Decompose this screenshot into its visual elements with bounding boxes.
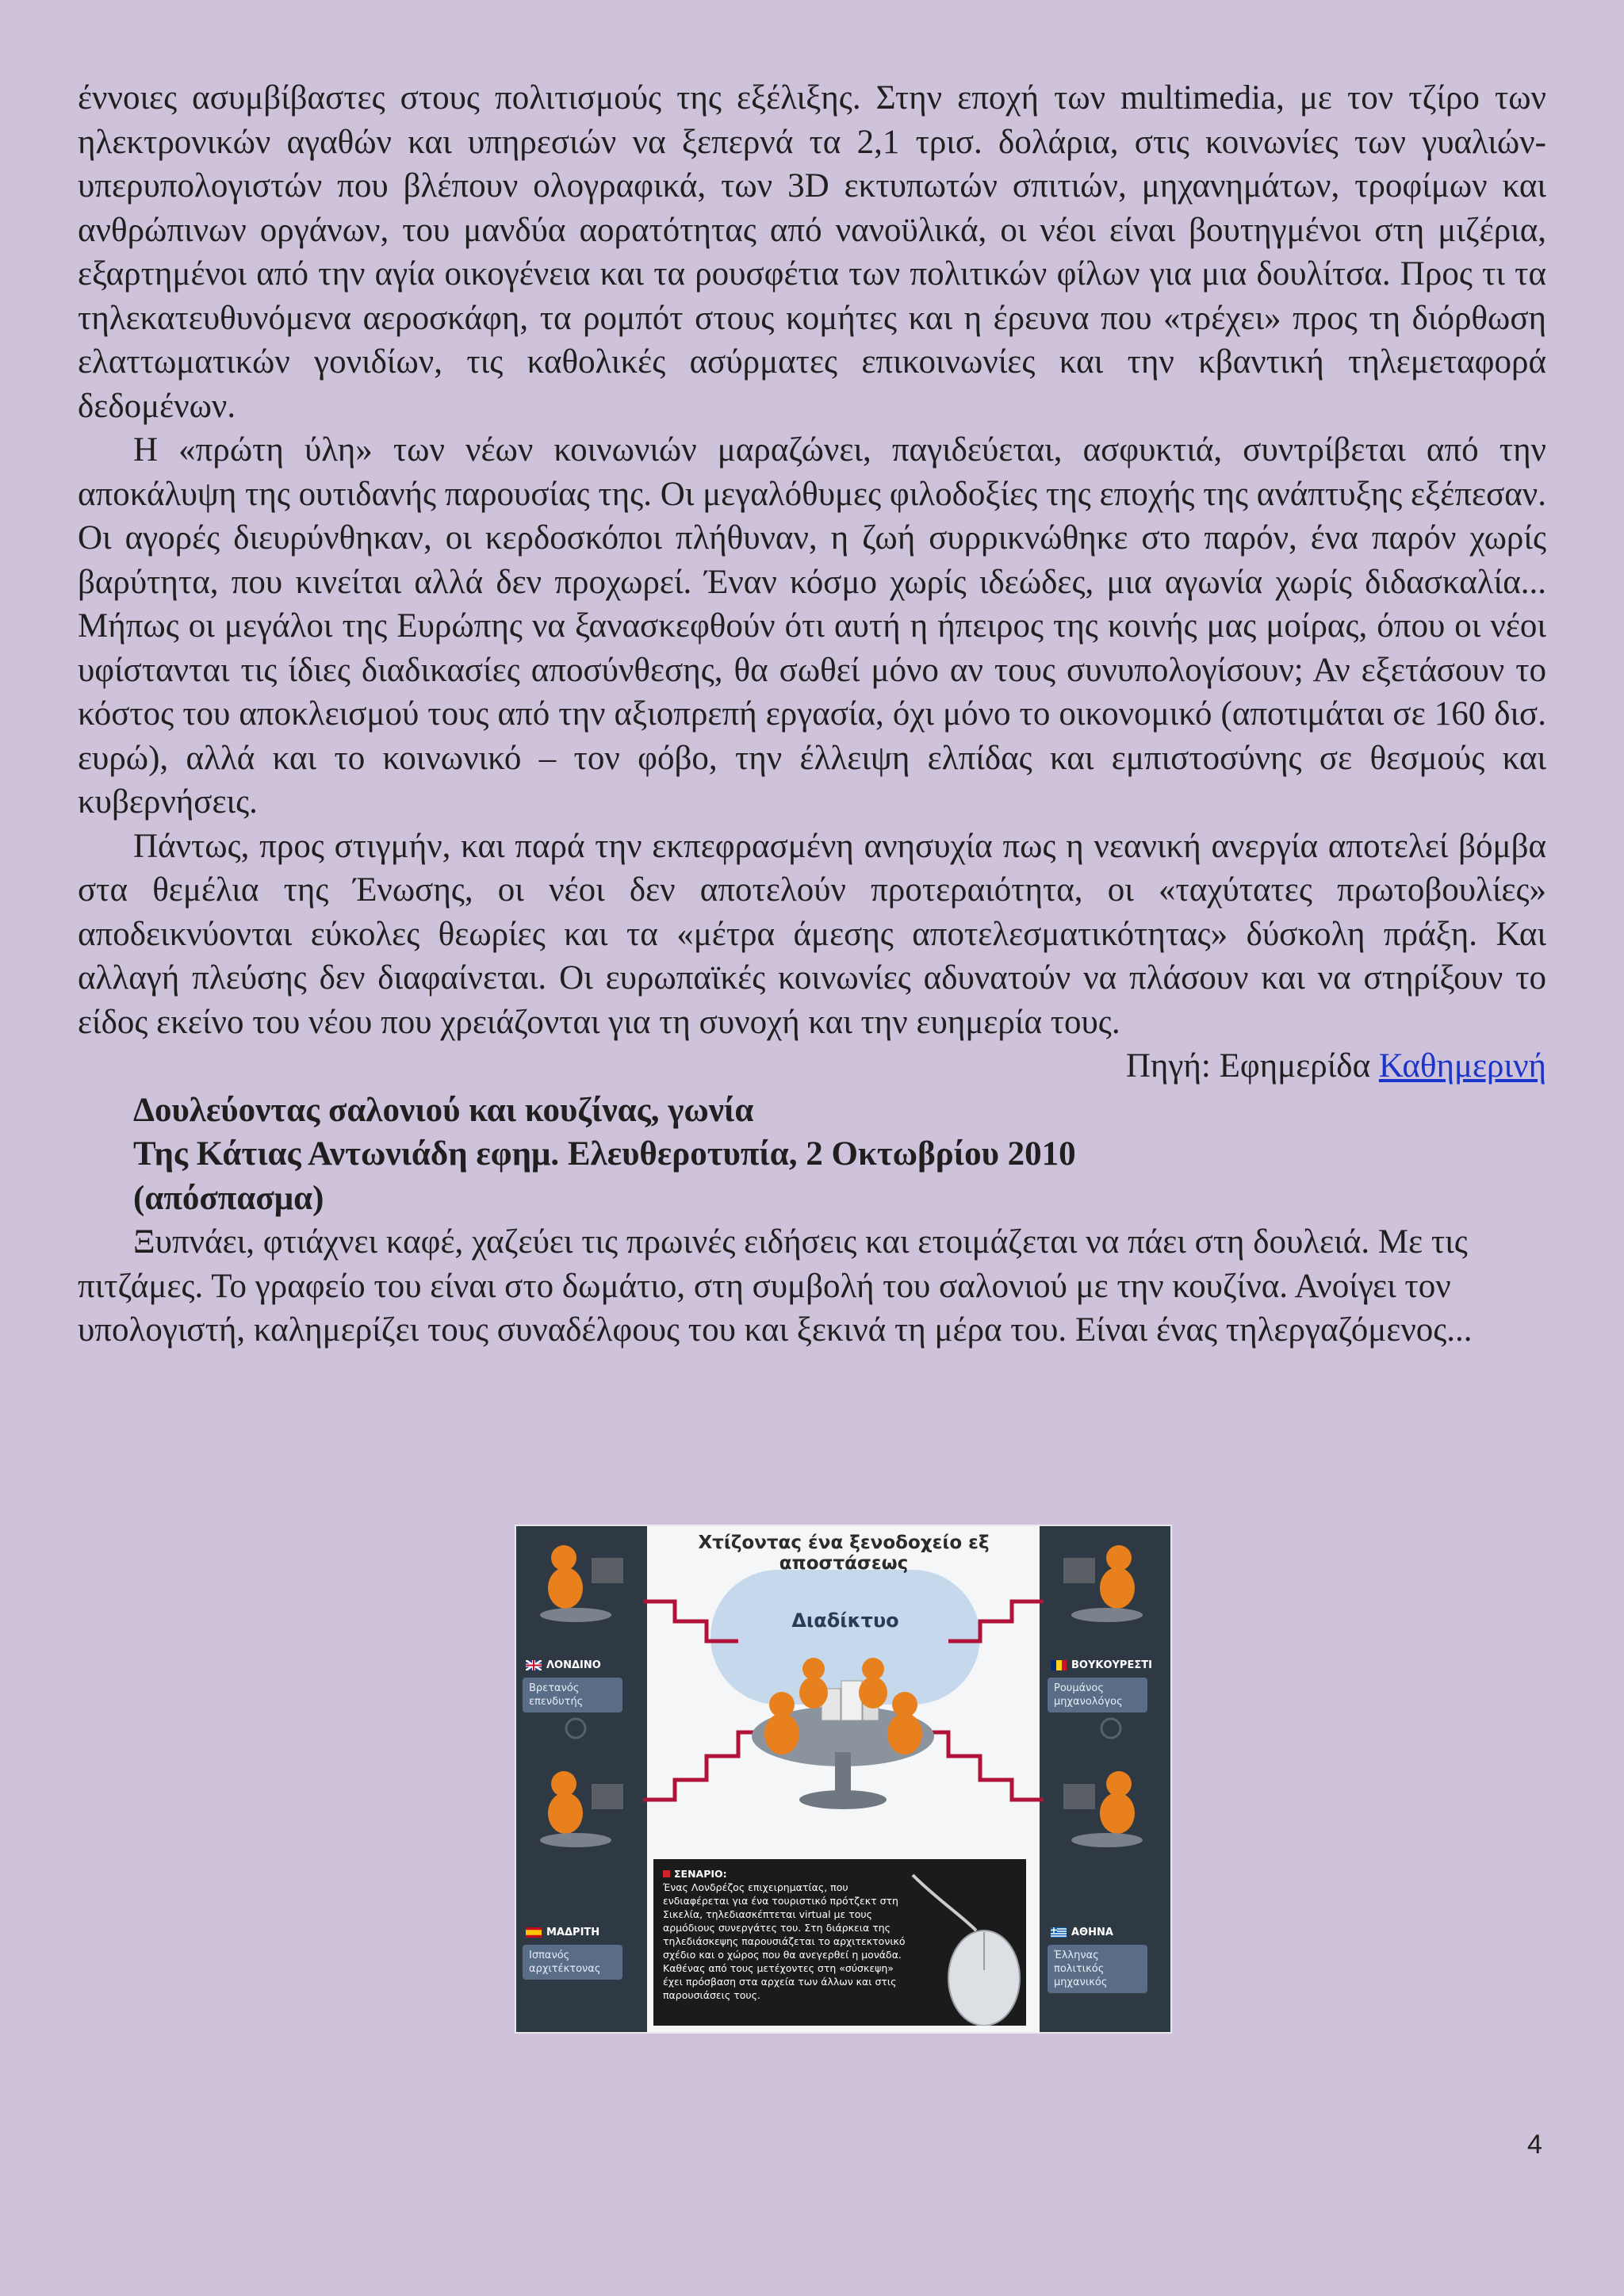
city-role: Ρουμάνος μηχανολόγος: [1048, 1678, 1147, 1712]
city-name: ΜΑΔΡΙΤΗ: [546, 1927, 600, 1938]
uk-flag-icon: [526, 1660, 542, 1670]
city-role: Βρετανός επενδυτής: [523, 1678, 622, 1712]
person-head-icon: [802, 1658, 825, 1680]
article-byline: Της Κάτιας Αντωνιάδη εφημ. Ελευθεροτυπία, 2 Οκτωβρίου 2010: [133, 1135, 1076, 1173]
page-number: 4: [1527, 2130, 1542, 2160]
intro-paragraph: έννοιες ασυμβίβαστες στους πολιτισμούς της εξέλιξης. Στην εποχή των multimedia, με τον τζίρο των ηλεκτρονικών αγαθών και υπηρεσιών να ξεπερνά τα 2,1 τρισ. δολάρια, στις κοινωνίες των γυαλιών-υπερυπολογιστών που βλέπουν ολογραφικά, των 3D εκτυπωτών σπιτιών, μηχανημάτων, τροφίμων και ανθρώπινων οργάνων, του μανδύα αορατότητας από νανοϋλικά, οι νέοι είναι βουτηγμένοι στη μιζέρια, εξαρτημένοι από την αγία οικογένεια και τα ρουσφέτια των πολιτικών φίλων για μια δουλίτσα. Προς τι τα τηλεκατευθυνόμενα αεροσκάφη, τα ρομπότ στους κομήτες και η έρευνα που «τρέχει» προς τη διόρθωση ελαττωματικών γονιδίων, τις καθολικές ασύρματες επικοινωνίες και την κβαντική τηλεμεταφορά δεδομένων.: [78, 79, 1546, 425]
greece-flag-icon: [1051, 1927, 1067, 1938]
telework-illustration: [516, 1526, 1170, 2032]
cable-athens: [925, 1732, 1044, 1800]
spain-flag-icon: [526, 1927, 542, 1938]
worker-athens-icon: [1063, 1771, 1143, 1847]
paragraph-2: Η «πρώτη ύλη» των νέων κοινωνιών μαραζώνει, παγιδεύεται, ασφυκτιά, συντρίβεται από την αποκάλυψη της ουτιδανής παρουσίας της. Οι μεγαλόθυμες φιλοδοξίες της εποχής της ανάπτυξης εξέπεσαν. Οι αγορές διευρύνθηκαν, οι κερδοσκόποι πλήθυναν, η ζωή συρρικνώθηκε στο παρόν, ένα παρόν χωρίς βαρύτητα, που κινείται αλλά δεν προχωρεί. Έναν κόσμο χωρίς ιδεώδες, μια αγωνία χωρίς διδασκαλία... Μήπως οι μεγάλοι της Ευρώπης να ξανασκεφθούν ότι αυτή η ήπειρος της κοινής μας μοίρας, όπου οι νέοι υφίστανται τις ίδιες διαδικασίες αποσύνθεσης, θα σωθεί μόνο αν τους συνυπολογίσουν; Αν εξετάσουν το κόστος του αποκλεισμού τους από την αξιοπρεπή εργασία, όχι μόνο το οικονομικό (αποτιμάται σε 160 δισ. ευρώ), αλλά και το κοινωνικό – τον φόβο, την έλλειψη ελπίδας και εμπιστοσύνης σε θεσμούς και κυβερνήσεις.: [78, 431, 1546, 821]
cable-bucharest: [948, 1601, 1044, 1641]
cable-london: [643, 1601, 738, 1641]
source-prefix: Πηγή: Εφημερίδα: [1125, 1047, 1379, 1085]
worker-bucharest-icon: [1063, 1545, 1143, 1622]
city-athens: [1048, 1924, 1166, 1993]
worker-madrid-icon: [540, 1771, 623, 1847]
city-bucharest: [1048, 1657, 1166, 1712]
scenario-text: Ένας Λονδρέζος επιχειρηματίας, που ενδιαφέρεται για ένα τουριστικό πρότζεκτ στη Σικελία, τηλεδιασκέπτεται virtual με τους αρμόδιους συνεργάτες του. Στη διάρκεια της τηλεδιάσκεψης παρουσιάζεται το αρχιτεκτονικό σχέδιο και ο χώρος που θα ανεγερθεί η μονάδα. Καθένας από τους μετέχοντες στη «σύσκεψη» έχει πρόσβαση στα αρχεία των άλλων και στις παρουσιάσεις τους.: [663, 1881, 906, 2001]
city-name: ΛΟΝΔΙΝΟ: [546, 1659, 601, 1671]
person-body-icon: [859, 1677, 887, 1709]
cable-madrid: [643, 1732, 762, 1800]
cloud-label: Διαδίκτυο: [791, 1609, 899, 1632]
city-name: ΑΘΗΝΑ: [1071, 1927, 1113, 1938]
city-role: Έλληνας πολιτικός μηχανικός: [1048, 1945, 1147, 1993]
city-london: [523, 1657, 642, 1712]
mouse-icon: [889, 1867, 1032, 2026]
person-head-icon: [862, 1658, 884, 1680]
romania-flag-icon: [1051, 1660, 1067, 1670]
table-base: [799, 1790, 887, 1809]
page-text: [78, 76, 1546, 1353]
article-note: (απόσπασμα): [133, 1179, 324, 1217]
paragraph-3: Πάντως, προς στιγμήν, και παρά την εκπεφρασμένη ανησυχία πως η νεανική ανεργία αποτελεί βόμβα στα θεμέλια της Ένωσης, οι νέοι δεν αποτελούν προτεραιότητα, οι «ταχύτατες πρωτοβουλίες» αποδεικνύονται εύκολες θεωρίες και τα «μέτρα άμεσης αποτελεσματικότητας» δύσκολη πράξη. Και αλλαγή πλεύσης δεν διαφαίνεται. Οι ευρωπαϊκές κοινωνίες αδυνατούν να πλάσουν και να στηρίξουν το είδος εκείνο του νέου που χρειάζονται για τη συνοχή και την ευημερία τους.: [78, 827, 1546, 1041]
person-body-icon: [799, 1677, 828, 1709]
city-madrid: [523, 1924, 642, 1980]
article-section: [78, 1089, 1546, 1353]
city-name: ΒΟΥΚΟΥΡΕΣΤΙ: [1071, 1659, 1152, 1671]
city-role: Ισπανός αρχιτέκτονας: [523, 1945, 622, 1980]
article-title: Δουλεύοντας σαλονιού και κουζίνας, γωνία: [133, 1091, 754, 1129]
table-leg: [835, 1752, 851, 1796]
scenario-title: ΣΕΝΑΡΙΟ:: [663, 1867, 1017, 1881]
person-body-icon: [764, 1713, 799, 1755]
person-body-icon: [887, 1713, 922, 1755]
figure-title: Χτίζοντας ένα ξενοδοχείο εξ αποστάσεως: [698, 1533, 990, 1574]
source-line: [78, 1044, 1546, 1089]
article-text: Ξυπνάει, φτιάχνει καφέ, χαζεύει τις πρωινές ειδήσεις και ετοιμάζεται να πάει στη δουλειά. Με τις πιτζάμες. Το γραφείο του είναι στο δωμάτιο, στη συμβολή του σαλονιού με την κουζίνα. Ανοίγει τον υπολογιστή, καλημερίζει τους συναδέλφους του και ξεκινά τη μέρα του. Είναι ένας τηλεργαζόμενος...: [78, 1223, 1473, 1349]
source-link[interactable]: Καθημερινή: [1378, 1047, 1546, 1085]
worker-london-icon: [540, 1545, 623, 1622]
